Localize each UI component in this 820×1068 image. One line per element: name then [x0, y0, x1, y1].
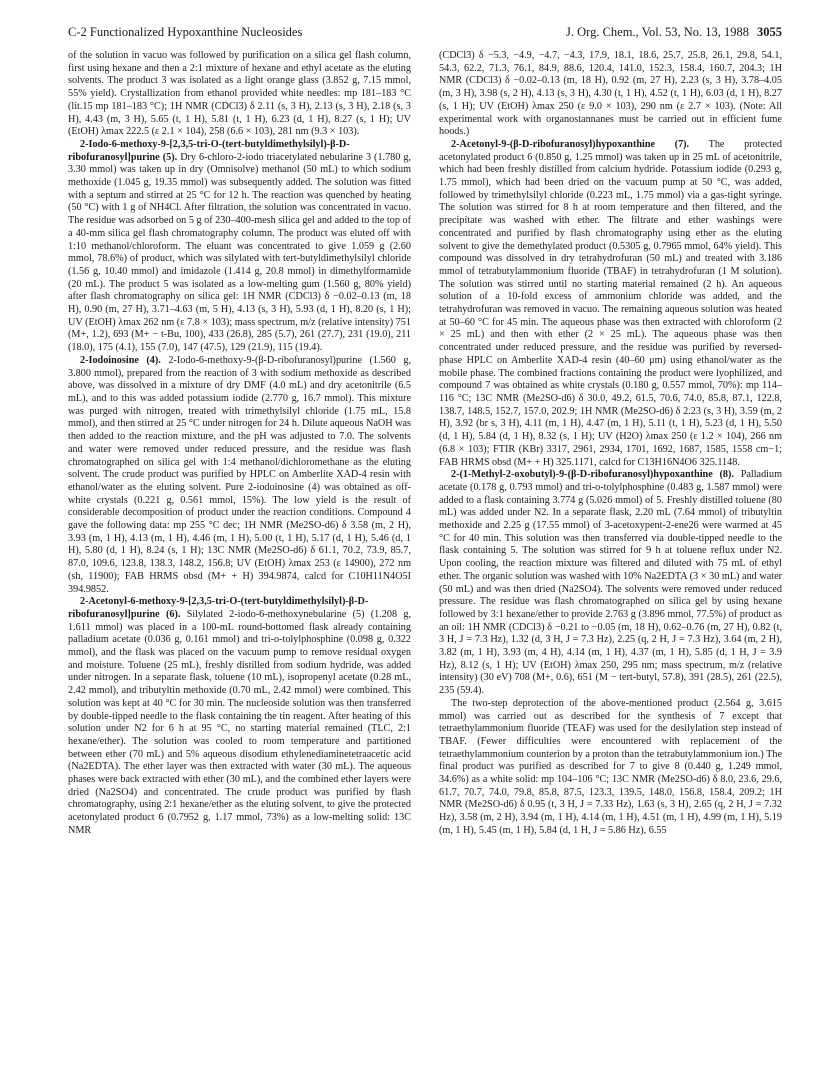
- journal-citation: [566, 24, 782, 40]
- compound-heading: 2-Acetonyl-6-methoxy-9-[2,3,5-tri-O-(tert-butyldimethylsilyl)-β-D-ribofuranosyl]purine (6).: [68, 596, 369, 620]
- journal-name: J. Org. Chem., Vol. 53, No. 13, 1988: [565, 25, 749, 39]
- paragraph-text: of the solution in vacuo was followed by purification on a silica gel flash column, first using hexane and then a 2:1 mixture of hexane and ethyl acetate as the eluting solvents. The product 3 was isolated as a light orange glass (3.852 g, 7.15 mmol, 55% yield). Crystallization from ethanol provided white needles: mp 181–183 °C (lit.15 mp 181–183 °C); 1H NMR (CDCl3) δ 2.11 (s, 3 H), 2.13 (s, 3 H), 2.18 (s, 3 H), 4.43 (m, 3 H), 5.65 (t, 1 H), 5.81 (t, 1 H), 6.23 (d, 1 H), 8.27 (s, 1 H); UV (EtOH) λmax 222.5 (ε 2.1 × 104), 258 (6.6 × 103), 281 nm (9.3 × 103).: [68, 50, 411, 138]
- page-number: 3055: [757, 25, 782, 39]
- compound-heading: 2-Acetonyl-9-(β-D-ribofuranosyl)hypoxanthine (7).: [451, 138, 690, 150]
- paragraph-text: Dry 6-chloro-2-iodo triacetylated nebularine 3 (1.780 g, 3.30 mmol) was taken up in dry (Omnisolve) methanol (50 mL) to which sodium methoxide (1.045 g, 19.35 mmol) was subsequently added. The solution was fitted with a septum and stirred at 25 °C for 12 h. The reaction was quenched by heating (50 °C) with 1 g of NH4Cl. After filtration, the solution was concentrated in vacuo. The residue was adsorbed on 5 g of 230–400-mesh silica gel and added to the top of a 40-mm silica gel flash chromatography column. The product was eluted off with 1:10 methanol/chloroform. The eluant was concentrated to give 1.059 g (2.60 mmol, 78.6%) of product, which was silylated with tert-butyldimethylsilyl chloride (1.56 g, 10.40 mmol) and imidazole (1.414 g, 20.8 mmol) in dimethylformamide (20 mL). The product 5 was isolated as a low-melting gum (1.560 g, 80% yield) after flash chromatography on silica gel: 1H NMR (CDCl3) δ −0.02–0.13 (m, 18 H), 0.90 (m, 27 H), 3.71–4.63 (m, 5 H), 4.13 (s, 3 H), 5.93 (d, 1 H), 8.20 (s, 1 H); UV (EtOH) λmax 262 nm (ε 7.8 × 103); mass spectrum, m/z (relative intensity) 751 (M+, 1.2), 693 (M+ − t-Bu, 100), 433 (26.8), 285 (5.7), 261 (27.7), 231 (19.0), 211 (18.0), 175 (4.1), 155 (7.0), 147 (47.5), 129 (21.9), 115 (19.4).: [68, 151, 412, 354]
- left-column: [68, 50, 411, 838]
- paragraph: [439, 139, 782, 469]
- section-title: C-2 Functionalized Hypoxanthine Nucleosides: [68, 25, 303, 39]
- paragraph: [439, 50, 782, 139]
- running-header: [68, 24, 782, 40]
- paragraph-text: The two-step deprotection of the above-mentioned product (2.564 g, 3.615 mmol) was carried out as described for the synthesis of 7 except that tetraethylammonium fluoride (TEAF) was used for the desilylation step instead of TBAF. (Fewer difficulties were encountered with replacement of the tetraethylammonium counterion by a proton than the tetrabutylammonium ion.) The final product was purified as described for 7 to give 8 (0.440 g, 1.249 mmol, 34.6%) as a white solid: mp 104–106 °C; 13C NMR (Me2SO-d6) δ 8.0, 23.6, 29.6, 61.7, 70.7, 74.0, 79.8, 85.8, 87.5, 123.3, 139.5, 148.0, 156.8, 158.4, 209.2; 1H NMR (Me2SO-d6) δ 0.95 (t, 3 H, J = 7.33 Hz), 1.63 (s, 3 H), 2.65 (q, 2 H, J = 7.32 Hz), 3.58 (m, 2 H), 3.94 (m, 1 H), 4.14 (m, 1 H), 4.51 (m, 1 H), 4.99 (m, 1 H), 5.19 (m, 1 H), 5.45 (m, 1 H), 5.84 (d, 1 H, J = 5.86 Hz), 6.55: [439, 697, 782, 836]
- paragraph: [68, 355, 411, 596]
- right-column: [439, 50, 782, 838]
- paragraph-text: Palladium acetate (0.178 g, 0.793 mmol) and tri-o-tolylphosphine (0.483 g, 1.587 mmol) were added to a flask containing 3.774 g (5.026 mmol) of 5. Freshly distilled toluene (80 mL) was added under N2. In a separate flask, 2.20 mL (7.64 mmol) of tributyltin methoxide and 2.25 g (17.55 mmol) of 3-acetoxypent-2-ene26 were warmed at 45 °C for 40 min. This solution was then transferred via double-tipped needle to the flask containing 5. The solution was stirred for 9 h at toluene reflux under N2. Upon cooling, the reaction mixture was filtered and diluted with 75 mL of ethyl ether. The organic solution was washed with 10% Na2EDTA (3 × 30 mL) and water (50 mL) and was then dried (Na2SO4). The solvents were removed under reduced pressure. The residue was flash chromatographed on silica gel by using hexane followed by 3:1 hexane/ether to provide 2.763 g (3.896 mmol, 77.5%) of product as an oil: 1H NMR (CDCl3) δ −0.21 to −0.05 (m, 18 H), 0.62–0.76 (m, 27 H), 0.82 (t, 3 H, J = 7.3 Hz), 1.32 (d, 3 H, J = 7.3 Hz), 2.25 (q, 2 H, J = 7.3 Hz), 3.64 (m, 2 H), 3.82 (m, 1 H), 3.93 (m, 4 H), 4.14 (m, 1 H), 4.37 (m, 1 H), 5.85 (d, 1 H, J = 3.9 Hz), 8.12 (s, 1 H); UV (EtOH) λmax 250, 295 nm; mass spectrum, m/z (relative intensity) (30 eV) 708 (M+, 0.6), 651 (M − tert-butyl, 57.8), 391 (28.5), 261 (22.5), 235 (59.4).: [439, 469, 783, 697]
- paragraph: [439, 469, 782, 698]
- paragraph: [68, 50, 411, 139]
- paragraph-text: (CDCl3) δ −5.3, −4.9, −4.7, −4.3, 17.9, 18.1, 18.6, 25.7, 25.8, 26.1, 29.8, 54.1, 54.3, 62.2, 71.3, 76.1, 84.9, 88.6, 120.4, 141.0, 152.3, 158.4, 160.7, 204.3; 1H NMR (CDCl3) δ −0.02–0.13 (m, 18 H), 0.92 (m, 27 H), 2.23 (s, 3 H), 3.78–4.05 (m, 3 H), 3.98 (s, 2 H), 4.13 (s, 3 H), 4.30 (t, 1 H), 4.52 (t, 1 H), 6.03 (d, 1 H), 8.27 (s, 1 H); UV (EtOH) λmax 250 (ε 9.0 × 103), 290 nm (ε 2.7 × 103). (Note: All experimental work with organostannanes must be carried out in efficient fume hoods.): [439, 50, 782, 138]
- compound-heading: 2-Iodoinosine (4).: [80, 354, 161, 366]
- paragraph-text: The protected acetonylated product 6 (0.850 g, 1.25 mmol) was taken up in 25 mL of acetonitrile, which had been freshly distilled from calcium hydride. Potassium iodide (0.293 g, 1.75 mmol), which had been dried on the vacuum pump at 50 °C, was added, followed by trimethylsilyl chloride (0.223 mL, 1.75 mmol) via a gas-tight syringe. The solution was stirred for 8 h at room temperature and then filtered, and the precipitate was washed with ether. The filtrate and ether washings were concentrated and purified by flash chromatography using ether as the eluting solvent to give the demethylated product (0.5305 g, 0.7965 mmol, 64% yield). This compound was dissolved in dry tetrahydrofuran (50 mL) and treated with 3.186 mmol of tetrabutylammonium fluoride (TBAF) in tetrahydrofuran (1 M solution). The solution was stirred until no starting material remained (2 h). An aqueous solution of a 10-fold excess of ammonium chloride was added, and the tetrahydrofuran was removed in vacuo. The remaining aqueous solution was heated at 50–60 °C for 45 min. The aqueous phase was then extracted with chloroform (2 × 25 mL) and then with ether (2 × 25 mL). The aqueous phase was then concentrated under reduced pressure, and the residue was purified by reversed-phase HPLC on Amberlite XAD-4 resin (40–60 μm) using ethanol/water as the mobile phase. The combined fractions containing the product were lyophilized, and compound 7 was obtained as white crystals (0.180 g, 0.557 mmol, 70%): mp 114–116 °C; 13C NMR (Me2SO-d6) δ 30.0, 49.2, 61.5, 70.6, 74.0, 85.8, 87.1, 122.8, 138.7, 148.5, 152.7, 157.0, 202.9; 1H NMR (Me2SO-d6) δ 2.23 (s, 3 H), 3.59 (m, 2 H), 3.92 (br s, 3 H), 4.11 (m, 1 H), 4.47 (m, 1 H), 5.11 (t, 1 H), 5.23 (d, 1 H), 5.50 (d, 1 H), 5.84 (d, 1 H), 8.32 (s, 1 H); UV (H2O) λmax 250 (ε 1.2 × 104), 266 nm (6.8 × 103); FTIR (KBr) 3317, 2961, 2934, 1701, 1692, 1687, 1585, 1558 cm−1; FAB HRMS obsd (M+ + H) 325.1171, calcd for C13H16N4O6 325.1148.: [439, 138, 782, 468]
- paragraph: [439, 698, 782, 838]
- paragraph-text: Silylated 2-iodo-6-methoxynebularine (5) (1.208 g, 1.611 mmol) was placed in a 100-mL round-bottomed flask already containing palladium acetate (0.036 g, 0.161 mmol) and tri-o-tolylphosphine (0.098 g, 0.322 mmol), and the flask was placed on the vacuum pump to remove residual oxygen and moisture. Toluene (25 mL), freshly distilled from sodium hydride, was added under nitrogen. In a separate flask, toluene (10 mL), isopropenyl acetate (0.28 mL, 2.42 mmol), and tributyltin methoxide (0.70 mL, 2.42 mmol) were combined. This solution was kept at 40 °C for 30 min. The nucleoside solution was then transferred by double-tipped needle to the flask containing the tin reagent. After heating of this solution under N2 for 6 h at 95 °C, no starting material remained (TLC, 2:1 hexane/ether). The solution was cooled to room temperature and partitioned between ether (70 mL) and 5% aqueous disodium ethylenediaminetetraacetic acid (Na2EDTA). The ether layer was then extracted with water (30 mL). The aqueous phases were back extracted with ether (30 mL), and the combined ether layers were dried (Na2SO4) and concentrated. The crude product was purified by flash chromatography, using 2:1 hexane/ether as the eluting solvent, to give the protected acetonylated product 6 (0.7952 g, 1.17 mmol, 73%) as a low-melting solid: 13C NMR: [68, 608, 411, 836]
- paragraph: [68, 596, 411, 837]
- compound-heading: 2-(1-Methyl-2-oxobutyl)-9-(β-D-ribofuranosyl)hypoxanthine (8).: [451, 469, 734, 481]
- compound-heading: 2-Iodo-6-methoxy-9-[2,3,5-tri-O-(tert-butyldimethylsilyl)-β-D-ribofuranosyl]purine (5).: [68, 138, 350, 163]
- paragraph-text: 2-Iodo-6-methoxy-9-(β-D-ribofuranosyl)purine (1.560 g, 3.800 mmol), prepared from the reaction of 3 with sodium methoxide as described above, was dissolved in a mixture of dry DMF (4.0 mL) and dry acetonitrile (6.5 mL), and to this was added potassium iodide (2.770 g, 16.7 mmol). This mixture was purged with nitrogen, treated with trimethylsilyl chloride (1.75 mL, 15.8 mmol), and then stirred at 25 °C under nitrogen for 24 h. Dilute aqueous NaOH was then added to the reaction mixture, and the pH was adjusted to 7.0. The solvents and water were removed under reduced pressure, and the residue was flash chromatographed on silica gel with 1:4 methanol/dichloromethane as the eluting solvent. The crude product was purified by HPLC on Amberlite XAD-4 resin with ethanol/water as the eluting solvent. Pure 2-iodoinosine (4) was obtained as off-white crystals (0.221 g, 0.561 mmol, 15%). The low yield is the result of considerable decomposition of product under the reaction conditions. Compound 4 gave the following data: mp 255 °C dec; 1H NMR (Me2SO-d6) δ 3.58 (m, 2 H), 3.93 (m, 1 H), 4.13 (m, 1 H), 4.46 (m, 1 H), 5.00 (t, 1 H), 5.17 (d, 1 H), 5.46 (d, 1 H), 5.80 (d, 1 H), 8.24 (s, 1 H); 13C NMR (Me2SO-d6) δ 61.1, 70.2, 73.9, 85.7, 87.0, 109.6, 123.8, 138.3, 148.2, 156.8; UV (EtOH) λmax 253 (ε 14900), 272 nm (sh, 11900); FAB HRMS obsd (M+ + H) 394.9874, calcd for C10H11N4O5I 394.9852.: [68, 354, 411, 595]
- paragraph: [68, 139, 411, 355]
